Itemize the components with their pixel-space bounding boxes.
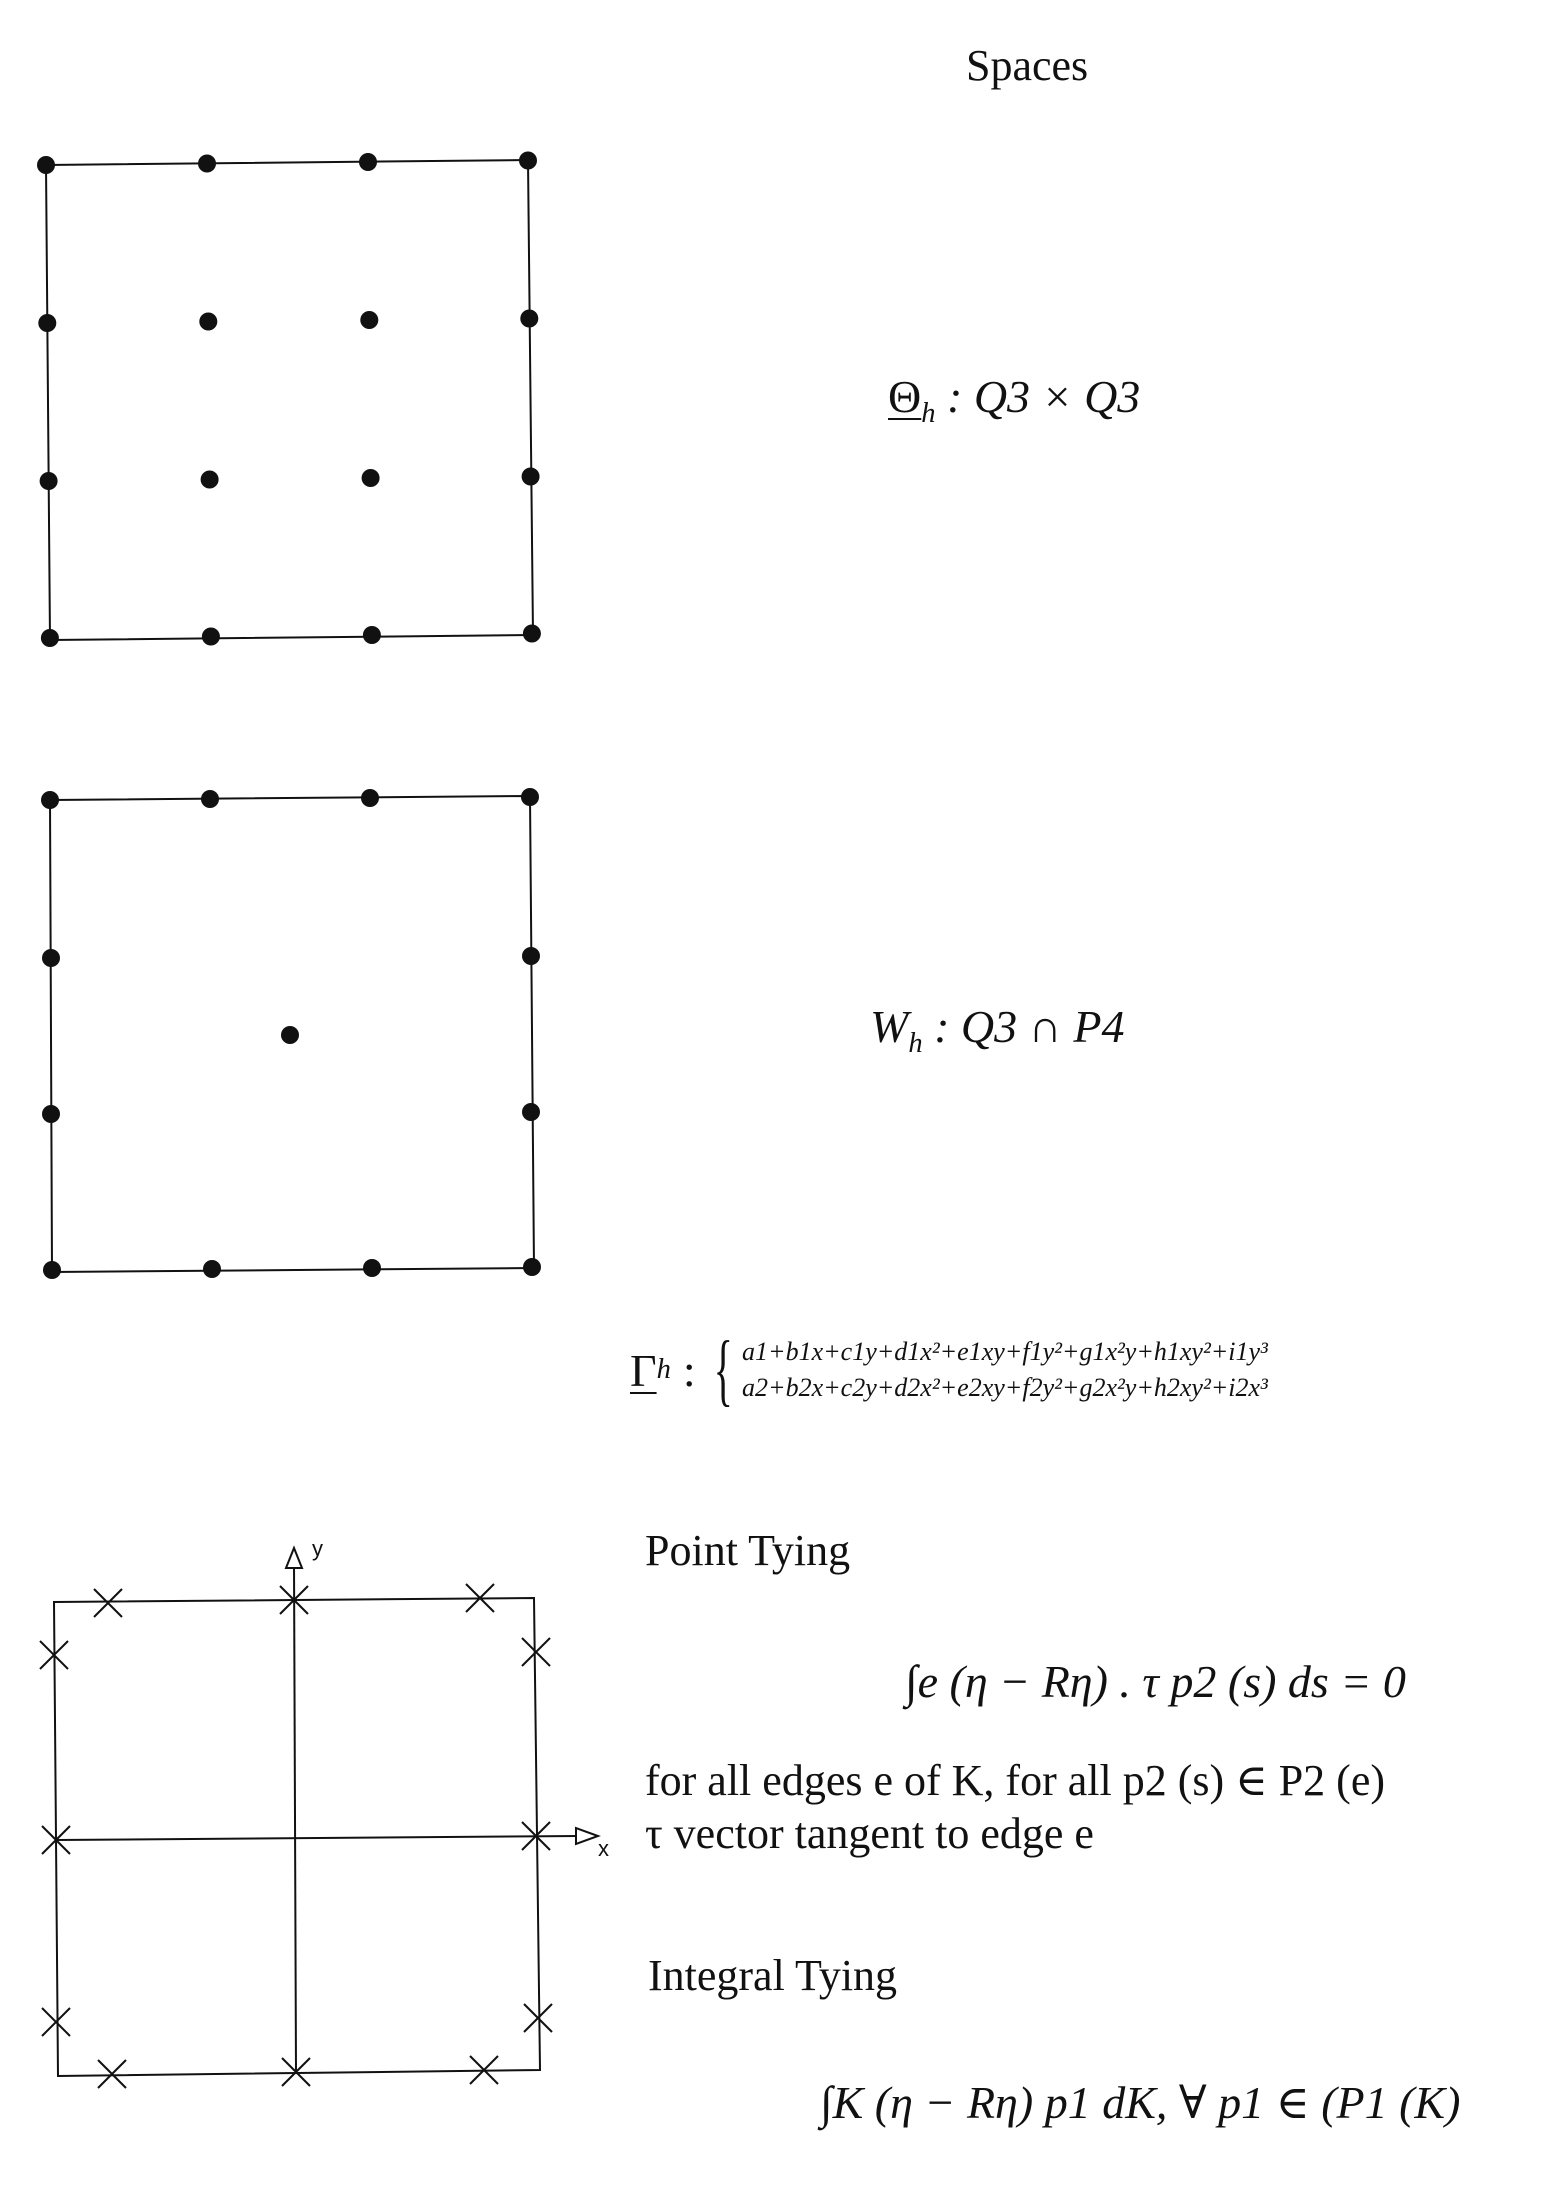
gamma-sub: h (656, 1354, 671, 1385)
point-tying-integral: ∫e (η − Rη) . τ p2 (s) ds = 0 (905, 1656, 1406, 1707)
spaces-title: Spaces (966, 41, 1089, 90)
w-element-nodes (41, 788, 541, 1279)
theta-space-formula (888, 370, 1140, 430)
w-node (42, 949, 60, 967)
tying-point-mark (98, 2060, 126, 2088)
tying-point-mark (42, 2008, 70, 2036)
w-symbol: W (870, 1001, 909, 1052)
tying-point-mark (524, 2004, 552, 2032)
theta-node (520, 310, 538, 328)
integral-tying-heading: Integral Tying (648, 1951, 898, 2000)
point-tying-note-2: τ vector tangent to edge e (645, 1809, 1094, 1858)
gamma-line-2: a2+b2x+c2y+d2x²+e2xy+f2y²+g2x²y+h2xy²+i2x³ (742, 1373, 1268, 1402)
theta-element (46, 160, 533, 640)
w-node (522, 947, 540, 965)
w-node-interior (281, 1026, 299, 1044)
x-axis-arrow (576, 1828, 598, 1844)
theta-node (202, 628, 220, 646)
w-node (363, 1259, 381, 1277)
point-tying-heading: Point Tying (645, 1526, 851, 1575)
theta-node (359, 153, 377, 171)
y-axis-label: y (312, 1536, 323, 1561)
w-node (42, 1105, 60, 1123)
w-node (521, 788, 539, 806)
gamma-symbol: Γ (630, 1344, 657, 1396)
gamma-space-formula: Γ h : { a1+b1x+c1y+d1x²+e1xy+f1y²+g1x²y+h1xy²+i1y³ a2+b2x+c2y+d2x²+e2xy+f2y²+g2x²y+h2xy²+i2x³ (630, 1326, 1268, 1414)
theta-sub: h (921, 397, 936, 429)
theta-node (199, 313, 217, 331)
theta-node (37, 156, 55, 174)
theta-node (38, 314, 56, 332)
w-node (201, 790, 219, 808)
theta-node (519, 152, 537, 170)
theta-node (362, 469, 380, 487)
x-axis-label: x (598, 1836, 609, 1861)
theta-expr: : Q3 × Q3 (947, 371, 1141, 422)
tying-point-mark (522, 1638, 550, 1666)
theta-node (363, 626, 381, 644)
w-sub: h (908, 1027, 923, 1059)
theta-node (523, 625, 541, 643)
tying-element (54, 1548, 598, 2076)
integral-tying-integral: ∫K (η − Rη) p1 dK, ∀ p1 ∈ (P1 (K) (820, 2077, 1461, 2128)
w-node (43, 1261, 61, 1279)
w-node (522, 1103, 540, 1121)
w-node (523, 1258, 541, 1276)
theta-element-nodes (37, 152, 541, 648)
tying-point-mark (94, 1589, 122, 1617)
gamma-system (742, 1334, 1268, 1406)
y-axis-arrow (286, 1548, 302, 1568)
theta-node (198, 155, 216, 173)
theta-element-outline (46, 160, 533, 640)
w-node (203, 1260, 221, 1278)
point-tying-note-1: for all edges e of K, for all p2 (s) ∈ P2 (e) (645, 1756, 1386, 1805)
x-axis-line (56, 1836, 580, 1840)
gamma-brace: { (713, 1326, 733, 1414)
theta-node (360, 311, 378, 329)
w-node (41, 791, 59, 809)
theta-node (522, 468, 540, 486)
w-space-formula (870, 1000, 1124, 1060)
theta-node (41, 629, 59, 647)
y-axis-line (294, 1562, 296, 2074)
theta-node (201, 471, 219, 489)
theta-symbol: Θ (888, 371, 922, 422)
gamma-line-1: a1+b1x+c1y+d1x²+e1xy+f1y²+g1x²y+h1xy²+i1y³ (742, 1337, 1268, 1366)
theta-node (40, 472, 58, 490)
w-expr: : Q3 ∩ P4 (934, 1001, 1125, 1052)
w-node (361, 789, 379, 807)
